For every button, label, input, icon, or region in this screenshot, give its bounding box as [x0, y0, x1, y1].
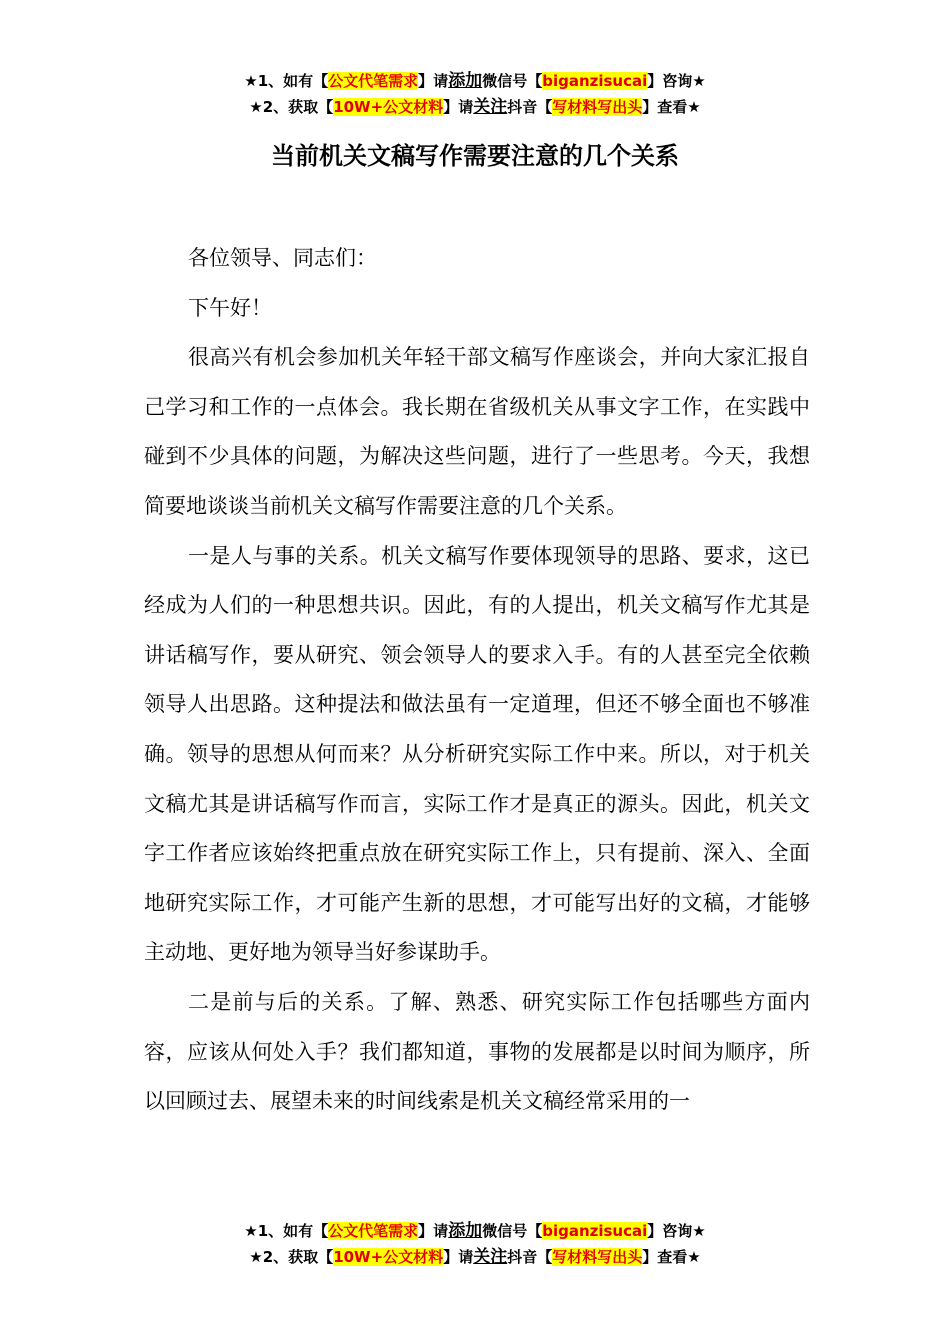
wechat-id: biganzisucai — [542, 1222, 648, 1240]
wechat-id: biganzisucai — [542, 72, 648, 90]
document-title: 当前机关文稿写作需要注意的几个关系 — [271, 142, 679, 170]
banner-text: 】查看★ — [642, 1248, 701, 1266]
underlined-text: 关注 — [473, 1247, 508, 1267]
douyin-account: 写材料写出头 — [552, 1248, 643, 1266]
salutation: 各位领导、同志们： — [188, 246, 377, 270]
banner-text: 】咨询★ — [647, 1222, 706, 1240]
header-banner — [0, 68, 950, 120]
paragraph: 一是人与事的关系。机关文稿写作要体现领导的思路、要求，这已经成为人们的一种思想共识。因此，有的人提出，机关文稿写作尤其是讲话稿写作，要从研究、领会领导人的要求入手。有的人甚至完全依赖领导人出思路。这种提法和做法虽有一定道理，但还不够全面也不够准确。领导的思想从何而来？从分析研究实际工作中来。所以，对于机关文稿尤其是讲话稿写作而言，实际工作才是真正的源头。因此，机关文字工作者应该始终把重点放在研究实际工作上，只有提前、深入、全面地研究实际工作，才可能产生新的思想，才可能写出好的文稿，才能够主动地、更好地为领导当好参谋助手。 — [144, 543, 810, 965]
footer-banner — [0, 1218, 950, 1270]
underlined-text: 添加 — [448, 1221, 483, 1241]
banner-text: 】请 — [443, 1248, 474, 1266]
banner-text: 抖音【 — [507, 1248, 553, 1266]
banner-text: ★2、获取【 — [249, 1248, 334, 1266]
banner-text: 】请 — [418, 1222, 449, 1240]
banner-line-2 — [0, 1244, 950, 1270]
highlight-text: 公文代笔需求 — [328, 72, 419, 90]
paragraph: 很高兴有机会参加机关年轻干部文稿写作座谈会，并向大家汇报自己学习和工作的一点体会。我长期在省级机关从事文字工作，在实践中碰到不少具体的问题，为解决这些问题，进行了一些思考。今天，我想简要地谈谈当前机关文稿写作需要注意的几个关系。 — [144, 345, 810, 518]
banner-text: 】请 — [443, 98, 474, 116]
banner-line-2 — [0, 94, 950, 120]
banner-text: ★1、如有【 — [244, 1222, 329, 1240]
highlight-text: 10W+公文材料 — [333, 1248, 444, 1266]
banner-text: 抖音【 — [507, 98, 553, 116]
highlight-text: 10W+公文材料 — [333, 98, 444, 116]
douyin-account: 写材料写出头 — [552, 98, 643, 116]
underlined-text: 关注 — [473, 97, 508, 117]
greeting: 下午好！ — [188, 295, 272, 320]
banner-line-1 — [0, 68, 950, 94]
document-body — [144, 234, 810, 1127]
banner-text: ★2、获取【 — [249, 98, 334, 116]
banner-text: 微信号【 — [482, 72, 543, 90]
banner-text: 微信号【 — [482, 1222, 543, 1240]
banner-text: 】咨询★ — [647, 72, 706, 90]
banner-text: 】请 — [418, 72, 449, 90]
underlined-text: 添加 — [448, 71, 483, 91]
paragraph: 二是前与后的关系。了解、熟悉、研究实际工作包括哪些方面内容，应该从何处入手？我们都知道，事物的发展都是以时间为顺序，所以回顾过去、展望未来的时间线索是机关文稿经常采用的一 — [144, 989, 810, 1114]
banner-text: 】查看★ — [642, 98, 701, 116]
banner-text: ★1、如有【 — [244, 72, 329, 90]
banner-line-1 — [0, 1218, 950, 1244]
highlight-text: 公文代笔需求 — [328, 1222, 419, 1240]
